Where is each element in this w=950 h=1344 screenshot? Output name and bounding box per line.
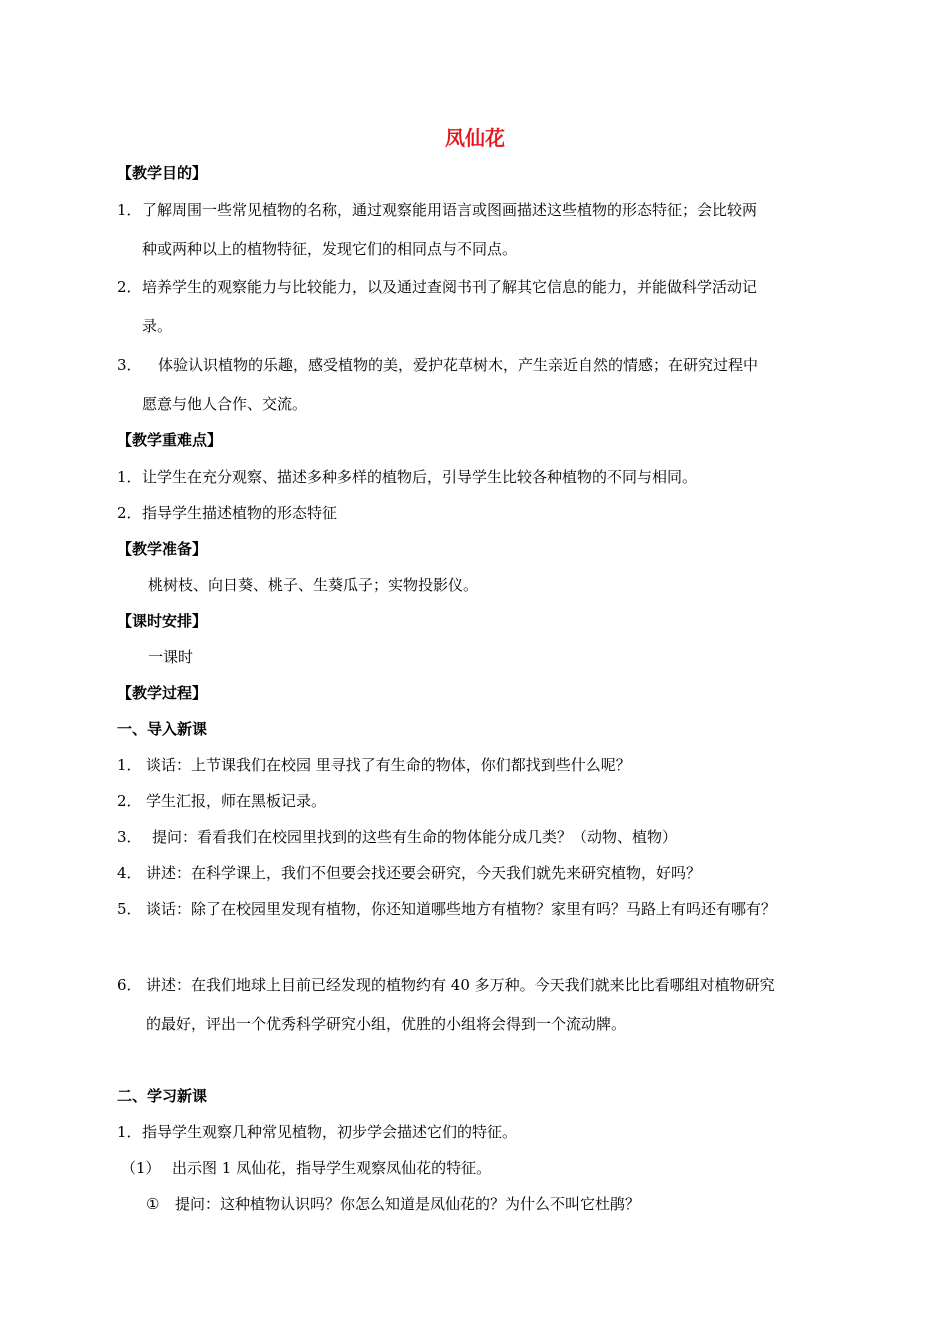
section2-item-3-text: 提问：这种植物认识吗？你怎么知道是凤仙花的？为什么不叫它杜鹃？	[175, 1195, 641, 1213]
key-point-2-num: 2．	[117, 504, 142, 522]
section1-item-3-text: 提问：看看我们在校园里找到的这些有生命的物体能分成几类？（动物、植物）	[152, 828, 678, 846]
key-point-1-num: 1．	[117, 468, 142, 486]
section1-item-5-text: 谈话：除了在校园里发现有植物，你还知道哪些地方有植物？家里有吗？马路上有吗还有哪有？	[146, 900, 777, 918]
section1-item-6-num: 6．	[117, 976, 142, 994]
section1-item-6-line2: 的最好，评出一个优秀科学研究小组，优胜的小组将会得到一个流动牌。	[146, 1015, 627, 1033]
section2-item-2-text: 出示图 1 凤仙花，指导学生观察凤仙花的特征。	[172, 1159, 492, 1177]
purpose-item-2-num: 2．	[117, 278, 142, 296]
key-points-heading: 【教学重难点】	[117, 431, 223, 449]
section1-item-1-text: 谈话：上节课我们在校园 里寻找了有生命的物体，你们都找到些什么呢？	[146, 756, 631, 774]
key-point-1-text: 让学生在充分观察、描述多种多样的植物后，引导学生比较各种植物的不同与相同。	[142, 468, 698, 486]
purpose-item-1-line1: 了解周围一些常见植物的名称，通过观察能用语言或图画描述这些植物的形态特征；会比较两	[142, 201, 758, 219]
purpose-item-1-num: 1．	[117, 201, 142, 219]
section1-item-4-num: 4．	[117, 864, 142, 882]
section1-item-6-line1: 讲述：在我们地球上目前已经发现的植物约有 40 多万种。今天我们就来比比看哪组对植物研究	[146, 976, 775, 994]
purpose-item-1-line2: 种或两种以上的植物特征，发现它们的相同点与不同点。	[142, 240, 518, 258]
process-heading: 【教学过程】	[117, 684, 208, 702]
section1-item-2-num: 2．	[117, 792, 142, 810]
section2-item-2-num: （1）	[121, 1159, 161, 1177]
section1-item-4-text: 讲述：在科学课上，我们不但要会找还要会研究，今天我们就先来研究植物，好吗？	[146, 864, 702, 882]
schedule-text: 一课时	[148, 648, 194, 666]
purpose-heading: 【教学目的】	[117, 164, 208, 182]
schedule-heading: 【课时安排】	[117, 612, 208, 630]
purpose-item-2-line2: 录。	[142, 317, 173, 335]
section1-item-5-num: 5．	[117, 900, 142, 918]
section2-heading: 二、学习新课	[117, 1087, 208, 1105]
section1-item-3-num: 3．	[117, 828, 142, 846]
section2-item-1-text: 指导学生观察几种常见植物，初步学会描述它们的特征。	[142, 1123, 518, 1141]
document-title: 凤仙花	[445, 126, 505, 150]
section1-item-1-num: 1．	[117, 756, 142, 774]
purpose-item-3-line2: 愿意与他人合作、交流。	[142, 395, 308, 413]
purpose-item-3-num: 3．	[117, 356, 142, 374]
section1-heading: 一、导入新课	[117, 720, 208, 738]
preparation-heading: 【教学准备】	[117, 540, 208, 558]
preparation-text: 桃树枝、向日葵、桃子、生葵瓜子；实物投影仪。	[148, 576, 479, 594]
purpose-item-2-line1: 培养学生的观察能力与比较能力，以及通过查阅书刊了解其它信息的能力，并能做科学活动记	[142, 278, 758, 296]
section1-item-2-text: 学生汇报，师在黑板记录。	[146, 792, 327, 810]
key-point-2-text: 指导学生描述植物的形态特征	[142, 504, 338, 522]
section2-item-1-num: 1．	[117, 1123, 142, 1141]
section2-item-3-num: ①	[146, 1195, 160, 1213]
purpose-item-3-line1: 体验认识植物的乐趣，感受植物的美，爱护花草树木，产生亲近自然的情感；在研究过程中	[158, 356, 759, 374]
